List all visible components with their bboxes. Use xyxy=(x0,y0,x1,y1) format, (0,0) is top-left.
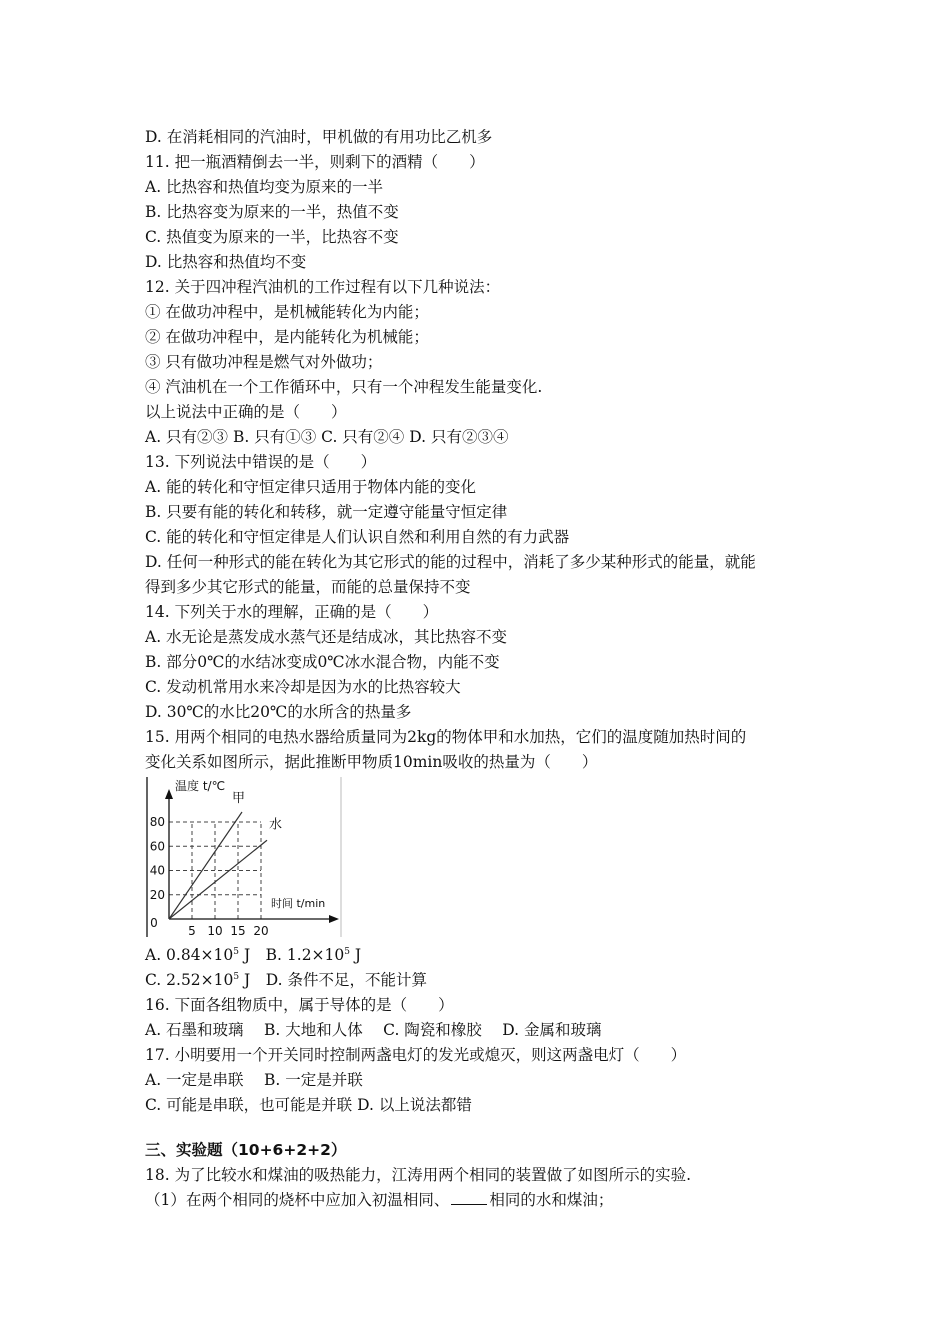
q15-options-ab xyxy=(145,943,825,968)
q13-option-c: C. 能的转化和守恒定律是人们认识自然和利用自然的有力武器 xyxy=(145,528,570,546)
y-tick-label: 60 xyxy=(149,839,165,854)
q18-part-1 xyxy=(145,1188,825,1213)
q15-option-b-text: J B. 1.2×10 xyxy=(239,946,345,964)
q15-option-b-unit: J xyxy=(350,946,362,964)
q12-stem: 12. 关于四冲程汽油机的工作过程有以下几种说法： xyxy=(145,278,501,296)
q11-stem: 11. 把一瓶酒精倒去一半，则剩下的酒精（ ） xyxy=(145,153,485,171)
q16-stem: 16. 下面各组物质中，属于导体的是（ ） xyxy=(145,996,454,1014)
q18-part-1-post: 相同的水和煤油； xyxy=(489,1191,614,1209)
x-axis-label: 时间 t/min xyxy=(271,897,326,910)
q14-option-c: C. 发动机常用水来冷却是因为水的比热容较大 xyxy=(145,678,461,696)
q18-stem: 18. 为了比较水和煤油的吸热能力，江涛用两个相同的装置做了如图所示的实验. xyxy=(145,1166,692,1184)
q11-option-a: A. 比热容和热值均变为原来的一半 xyxy=(145,178,384,196)
y-axis-arrow xyxy=(165,789,173,799)
temperature-time-chart xyxy=(145,777,345,937)
q14-option-b: B. 部分0℃的水结冰变成0℃冰水混合物，内能不变 xyxy=(145,653,500,671)
q13-option-b: B. 只要有能的转化和转移，就一定遵守能量守恒定律 xyxy=(145,503,508,521)
q14-option-d: D. 30℃的水比20℃的水所含的热量多 xyxy=(145,703,412,721)
q10-option-d: D. 在消耗相同的汽油时，甲机做的有用功比乙机多 xyxy=(145,128,493,146)
q17-options-cd: C. 可能是串联，也可能是并联 D. 以上说法都错 xyxy=(145,1096,472,1114)
y-tick-label: 80 xyxy=(149,815,165,829)
exam-page xyxy=(145,125,825,1213)
x-tick-label: 20 xyxy=(253,924,269,937)
origin-label: 0 xyxy=(150,916,158,930)
q13-option-a: A. 能的转化和守恒定律只适用于物体内能的变化 xyxy=(145,478,477,496)
q14-stem: 14. 下列关于水的理解，正确的是（ ） xyxy=(145,603,439,621)
q16-options: A. 石墨和玻璃 B. 大地和人体 C. 陶瓷和橡胶 D. 金属和玻璃 xyxy=(145,1021,602,1039)
q12-statement-2: ② 在做功冲程中，是内能转化为机械能； xyxy=(145,328,429,346)
q15-stem-line1: 15. 用两个相同的电热水器给质量同为2kg的物体甲和水加热，它们的温度随加热时间的 xyxy=(145,728,747,746)
q17-stem: 17. 小明要用一个开关同时控制两盏电灯的发光或熄灭，则这两盏电灯（ ） xyxy=(145,1046,687,1064)
series-label: 甲 xyxy=(232,791,246,806)
answer-blank[interactable] xyxy=(451,1190,487,1205)
q11-option-d: D. 比热容和热值均不变 xyxy=(145,253,307,271)
q15-options-cd xyxy=(145,968,825,993)
q18-part-1-pre: （1）在两个相同的烧杯中应加入初温相同、 xyxy=(145,1191,450,1209)
q11-option-c: C. 热值变为原来的一半，比热容不变 xyxy=(145,228,399,246)
x-axis-arrow xyxy=(329,915,339,923)
q12-statement-4: ④ 汽油机在一个工作循环中，只有一个冲程发生能量变化. xyxy=(145,378,543,396)
chart-svg xyxy=(145,777,345,937)
q15-option-d-text: J D. 条件不足，不能计算 xyxy=(239,971,427,989)
series-line xyxy=(169,812,242,919)
series-label: 水 xyxy=(269,817,283,833)
q15-option-a-exponent: 5 xyxy=(233,947,240,957)
q14-option-a: A. 水无论是蒸发成水蒸气还是结成冰，其比热容不变 xyxy=(145,628,508,646)
q13-stem: 13. 下列说法中错误的是（ ） xyxy=(145,453,377,471)
section-3-title: 三、实验题（10+6+2+2） xyxy=(145,1141,347,1159)
x-tick-label: 5 xyxy=(188,924,196,937)
q15-option-c-text: C. 2.52×10 xyxy=(145,971,234,989)
y-axis-label: 温度 t/℃ xyxy=(175,779,226,793)
x-tick-label: 15 xyxy=(230,924,246,937)
q13-option-d-line1: D. 任何一种形式的能在转化为其它形式的能的过程中，消耗了多少某种形式的能量，就能 xyxy=(145,553,756,571)
y-tick-label: 20 xyxy=(149,887,165,902)
q12-statement-1: ① 在做功冲程中，是机械能转化为内能； xyxy=(145,303,429,321)
y-tick-label: 40 xyxy=(149,863,165,878)
q13-option-d-line2: 得到多少其它形式的能量，而能的总量保持不变 xyxy=(145,578,471,596)
series-line xyxy=(169,840,267,919)
q12-statement-3: ③ 只有做功冲程是燃气对外做功； xyxy=(145,353,383,371)
q12-options: A. 只有②③ B. 只有①③ C. 只有②④ D. 只有②③④ xyxy=(145,428,509,446)
q12-ask: 以上说法中正确的是（ ） xyxy=(145,403,347,421)
q15-stem-line2: 变化关系如图所示，据此推断甲物质10min吸收的热量为（ ） xyxy=(145,753,598,771)
q15-option-c-exponent: 5 xyxy=(233,972,240,982)
q11-option-b: B. 比热容变为原来的一半，热值不变 xyxy=(145,203,399,221)
q17-options-ab: A. 一定是串联 B. 一定是并联 xyxy=(145,1071,363,1089)
x-tick-label: 10 xyxy=(207,924,223,937)
q15-option-b-exponent: 5 xyxy=(344,947,350,957)
q15-option-a-text: A. 0.84×10 xyxy=(145,946,234,964)
